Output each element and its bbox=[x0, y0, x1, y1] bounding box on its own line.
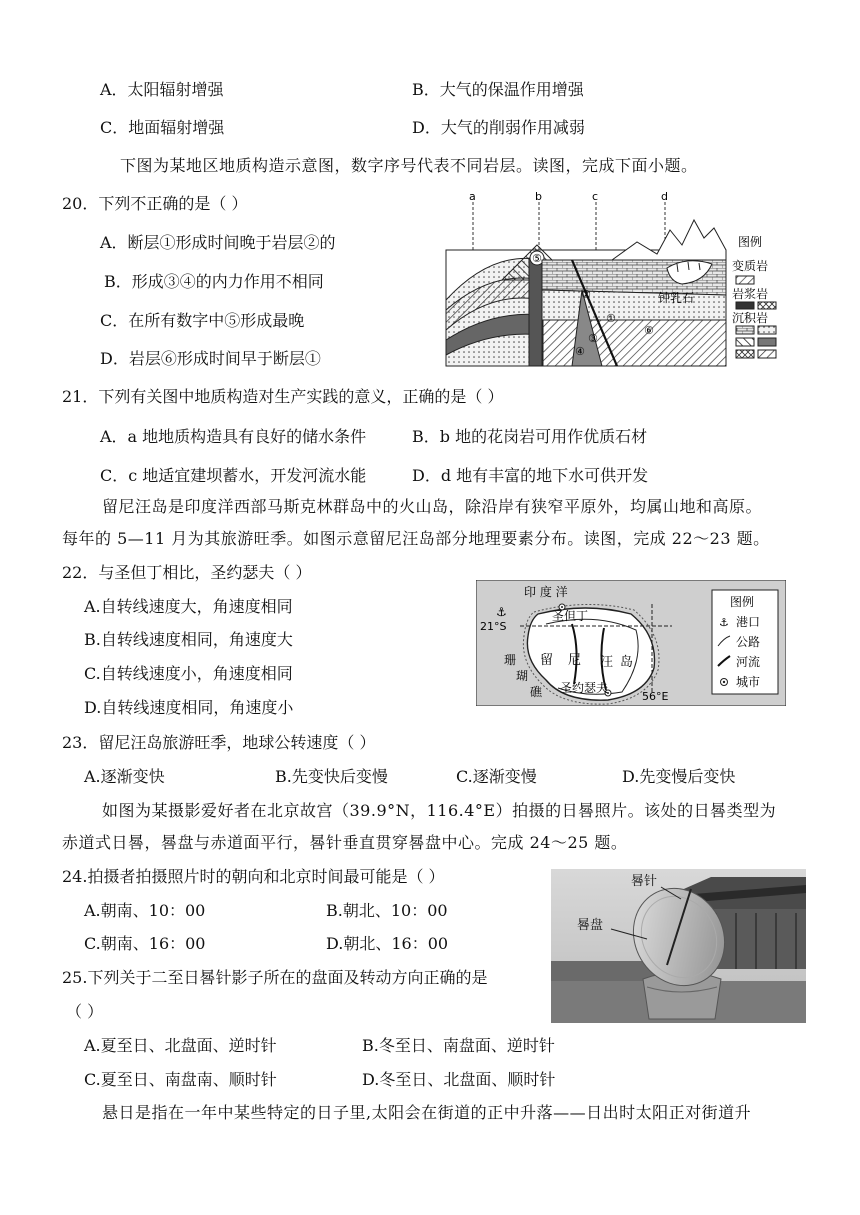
q20-option-c: C．在所有数字中⑤形成最晚 bbox=[100, 311, 305, 330]
q19-option-b: B．大气的保温作用增强 bbox=[412, 80, 584, 99]
map-legend-city: 城市 bbox=[736, 675, 761, 689]
map-city-saint-joseph: 圣约瑟夫 bbox=[560, 681, 609, 695]
intro-20-21: 下图为某地区地质构造示意图，数字序号代表不同岩层。读图，完成下面小题。 bbox=[120, 156, 698, 175]
q22-stem: 22．与圣但丁相比，圣约瑟夫（ ） bbox=[62, 563, 312, 582]
q20-option-a: A．断层①形成时间晚于岩层②的 bbox=[100, 233, 336, 252]
label-a: a bbox=[469, 190, 476, 203]
intro-22-23-line1: 留尼汪岛是印度洋西部马斯克林群岛中的火山岛，除沿岸有狭窄平原外，均属山地和高原。 bbox=[102, 497, 763, 516]
q20-option-d: D．岩层⑥形成时间早于断层① bbox=[100, 349, 321, 368]
cave-label: 钟乳石 bbox=[658, 291, 695, 305]
q22-option-d: D.自转线速度相同，角速度小 bbox=[84, 698, 294, 717]
geology-figure bbox=[442, 190, 787, 370]
layer-5: ⑤ bbox=[532, 252, 542, 265]
q25-paren: （ ） bbox=[66, 1002, 104, 1021]
map-lon: 56°E bbox=[642, 690, 669, 703]
map-port-icon: ⚓ bbox=[496, 605, 507, 619]
map-island-char-3: 汪 bbox=[600, 655, 614, 670]
q25-option-a: A.夏至日、北盘面、逆时针 bbox=[84, 1036, 277, 1055]
q23-option-c: C.逐渐变慢 bbox=[456, 767, 537, 786]
geo-legend-sedimentary: 沉积岩 bbox=[732, 311, 769, 325]
q22-option-a: A.自转线速度大，角速度相同 bbox=[84, 597, 293, 616]
intro-24-25-line1: 如图为某摄影爱好者在北京故宫（39.9°N，116.4°E）拍摄的日晷照片。该处的日晷类型为 bbox=[102, 801, 777, 820]
q23-option-b: B.先变快后变慢 bbox=[275, 767, 388, 786]
q19-option-c: C．地面辐射增强 bbox=[100, 118, 225, 137]
q25-option-d: D.冬至日、北盘面、顺时针 bbox=[362, 1070, 556, 1089]
map-legend-port: 港口 bbox=[736, 615, 761, 629]
map-legend-road: 公路 bbox=[736, 635, 761, 649]
layer-1: ① bbox=[606, 312, 616, 325]
geo-legend-metamorphic: 变质岩 bbox=[732, 259, 769, 273]
island-map bbox=[476, 580, 786, 706]
q24-option-b: B.朝北、10：00 bbox=[326, 901, 448, 920]
q22-option-b: B.自转线速度相同，角速度大 bbox=[84, 630, 293, 649]
map-coral-3: 礁 bbox=[530, 685, 543, 699]
label-c: c bbox=[592, 190, 599, 203]
q19-option-d: D．大气的削弱作用减弱 bbox=[412, 118, 585, 137]
sundial-photo bbox=[551, 869, 806, 1023]
q24-option-a: A.朝南、10：00 bbox=[84, 901, 206, 920]
q20-stem: 20．下列不正确的是（ ） bbox=[62, 194, 248, 213]
q21-option-a: A．a 地地质构造具有良好的储水条件 bbox=[100, 427, 367, 446]
map-lat: 21°S bbox=[480, 620, 507, 633]
q25-option-c: C.夏至日、南盘南、顺时针 bbox=[84, 1070, 277, 1089]
map-city-saint-denis: 圣但丁 bbox=[552, 609, 589, 623]
map-ocean-label: 印 度 洋 bbox=[524, 585, 568, 599]
q21-option-d: D．d 地有丰富的地下水可供开发 bbox=[412, 466, 649, 485]
q25-stem: 25.下列关于二至日晷针影子所在的盘面及转动方向正确的是 bbox=[62, 968, 488, 987]
q24-stem: 24.拍摄者拍摄照片时的朝向和北京时间最可能是（ ） bbox=[62, 867, 445, 886]
layer-6: ⑥ bbox=[644, 324, 654, 337]
map-legend-river: 河流 bbox=[736, 655, 761, 669]
q21-stem: 21．下列有关图中地质构造对生产实践的意义，正确的是（ ） bbox=[62, 387, 504, 406]
intro-22-23-line2: 每年的 5—11 月为其旅游旺季。如图示意留尼汪岛部分地理要素分布。读图，完成 22～23 题。 bbox=[62, 529, 770, 548]
map-legend-port-icon: ⚓ bbox=[719, 616, 729, 629]
q20-option-b: B．形成③④的内力作用不相同 bbox=[104, 272, 324, 291]
geo-legend-igneous: 岩浆岩 bbox=[732, 287, 769, 301]
q23-option-a: A.逐渐变快 bbox=[84, 767, 165, 786]
map-coral-2: 瑚 bbox=[516, 669, 529, 683]
map-coral-1: 珊 bbox=[504, 653, 517, 667]
layer-2: ② bbox=[581, 288, 591, 301]
map-island-char-4: 岛 bbox=[620, 655, 634, 670]
sundial-needle-label: 晷针 bbox=[631, 874, 658, 889]
q23-stem: 23．留尼汪岛旅游旺季，地球公转速度（ ） bbox=[62, 733, 376, 752]
last-line: 悬日是指在一年中某些特定的日子里,太阳会在街道的正中升落——日出时太阳正对街道升 bbox=[102, 1103, 752, 1122]
q24-option-d: D.朝北、16：00 bbox=[326, 934, 449, 953]
q21-option-c: C．c 地适宜建坝蓄水，开发河流水能 bbox=[100, 466, 367, 485]
intro-24-25-line2: 赤道式日晷，晷盘与赤道面平行，晷针垂直贯穿晷盘中心。完成 24～25 题。 bbox=[62, 833, 628, 852]
layer-4: ④ bbox=[575, 345, 585, 358]
q25-option-b: B.冬至日、南盘面、逆时针 bbox=[362, 1036, 555, 1055]
map-island-char-1: 留 bbox=[540, 653, 554, 668]
q19-option-a: A．太阳辐射增强 bbox=[100, 80, 224, 99]
label-b: b bbox=[535, 190, 542, 203]
q22-option-c: C.自转线速度小，角速度相同 bbox=[84, 664, 293, 683]
q24-option-c: C.朝南、16：00 bbox=[84, 934, 206, 953]
label-d: d bbox=[661, 190, 668, 203]
layer-3: ③ bbox=[588, 332, 598, 345]
map-legend-title: 图例 bbox=[730, 595, 755, 609]
sundial-dial-label: 晷盘 bbox=[577, 918, 604, 933]
geo-legend-title: 图例 bbox=[738, 235, 763, 249]
q21-option-b: B．b 地的花岗岩可用作优质石材 bbox=[412, 427, 648, 446]
q23-option-d: D.先变慢后变快 bbox=[622, 767, 736, 786]
map-island-char-2: 尼 bbox=[568, 653, 582, 668]
